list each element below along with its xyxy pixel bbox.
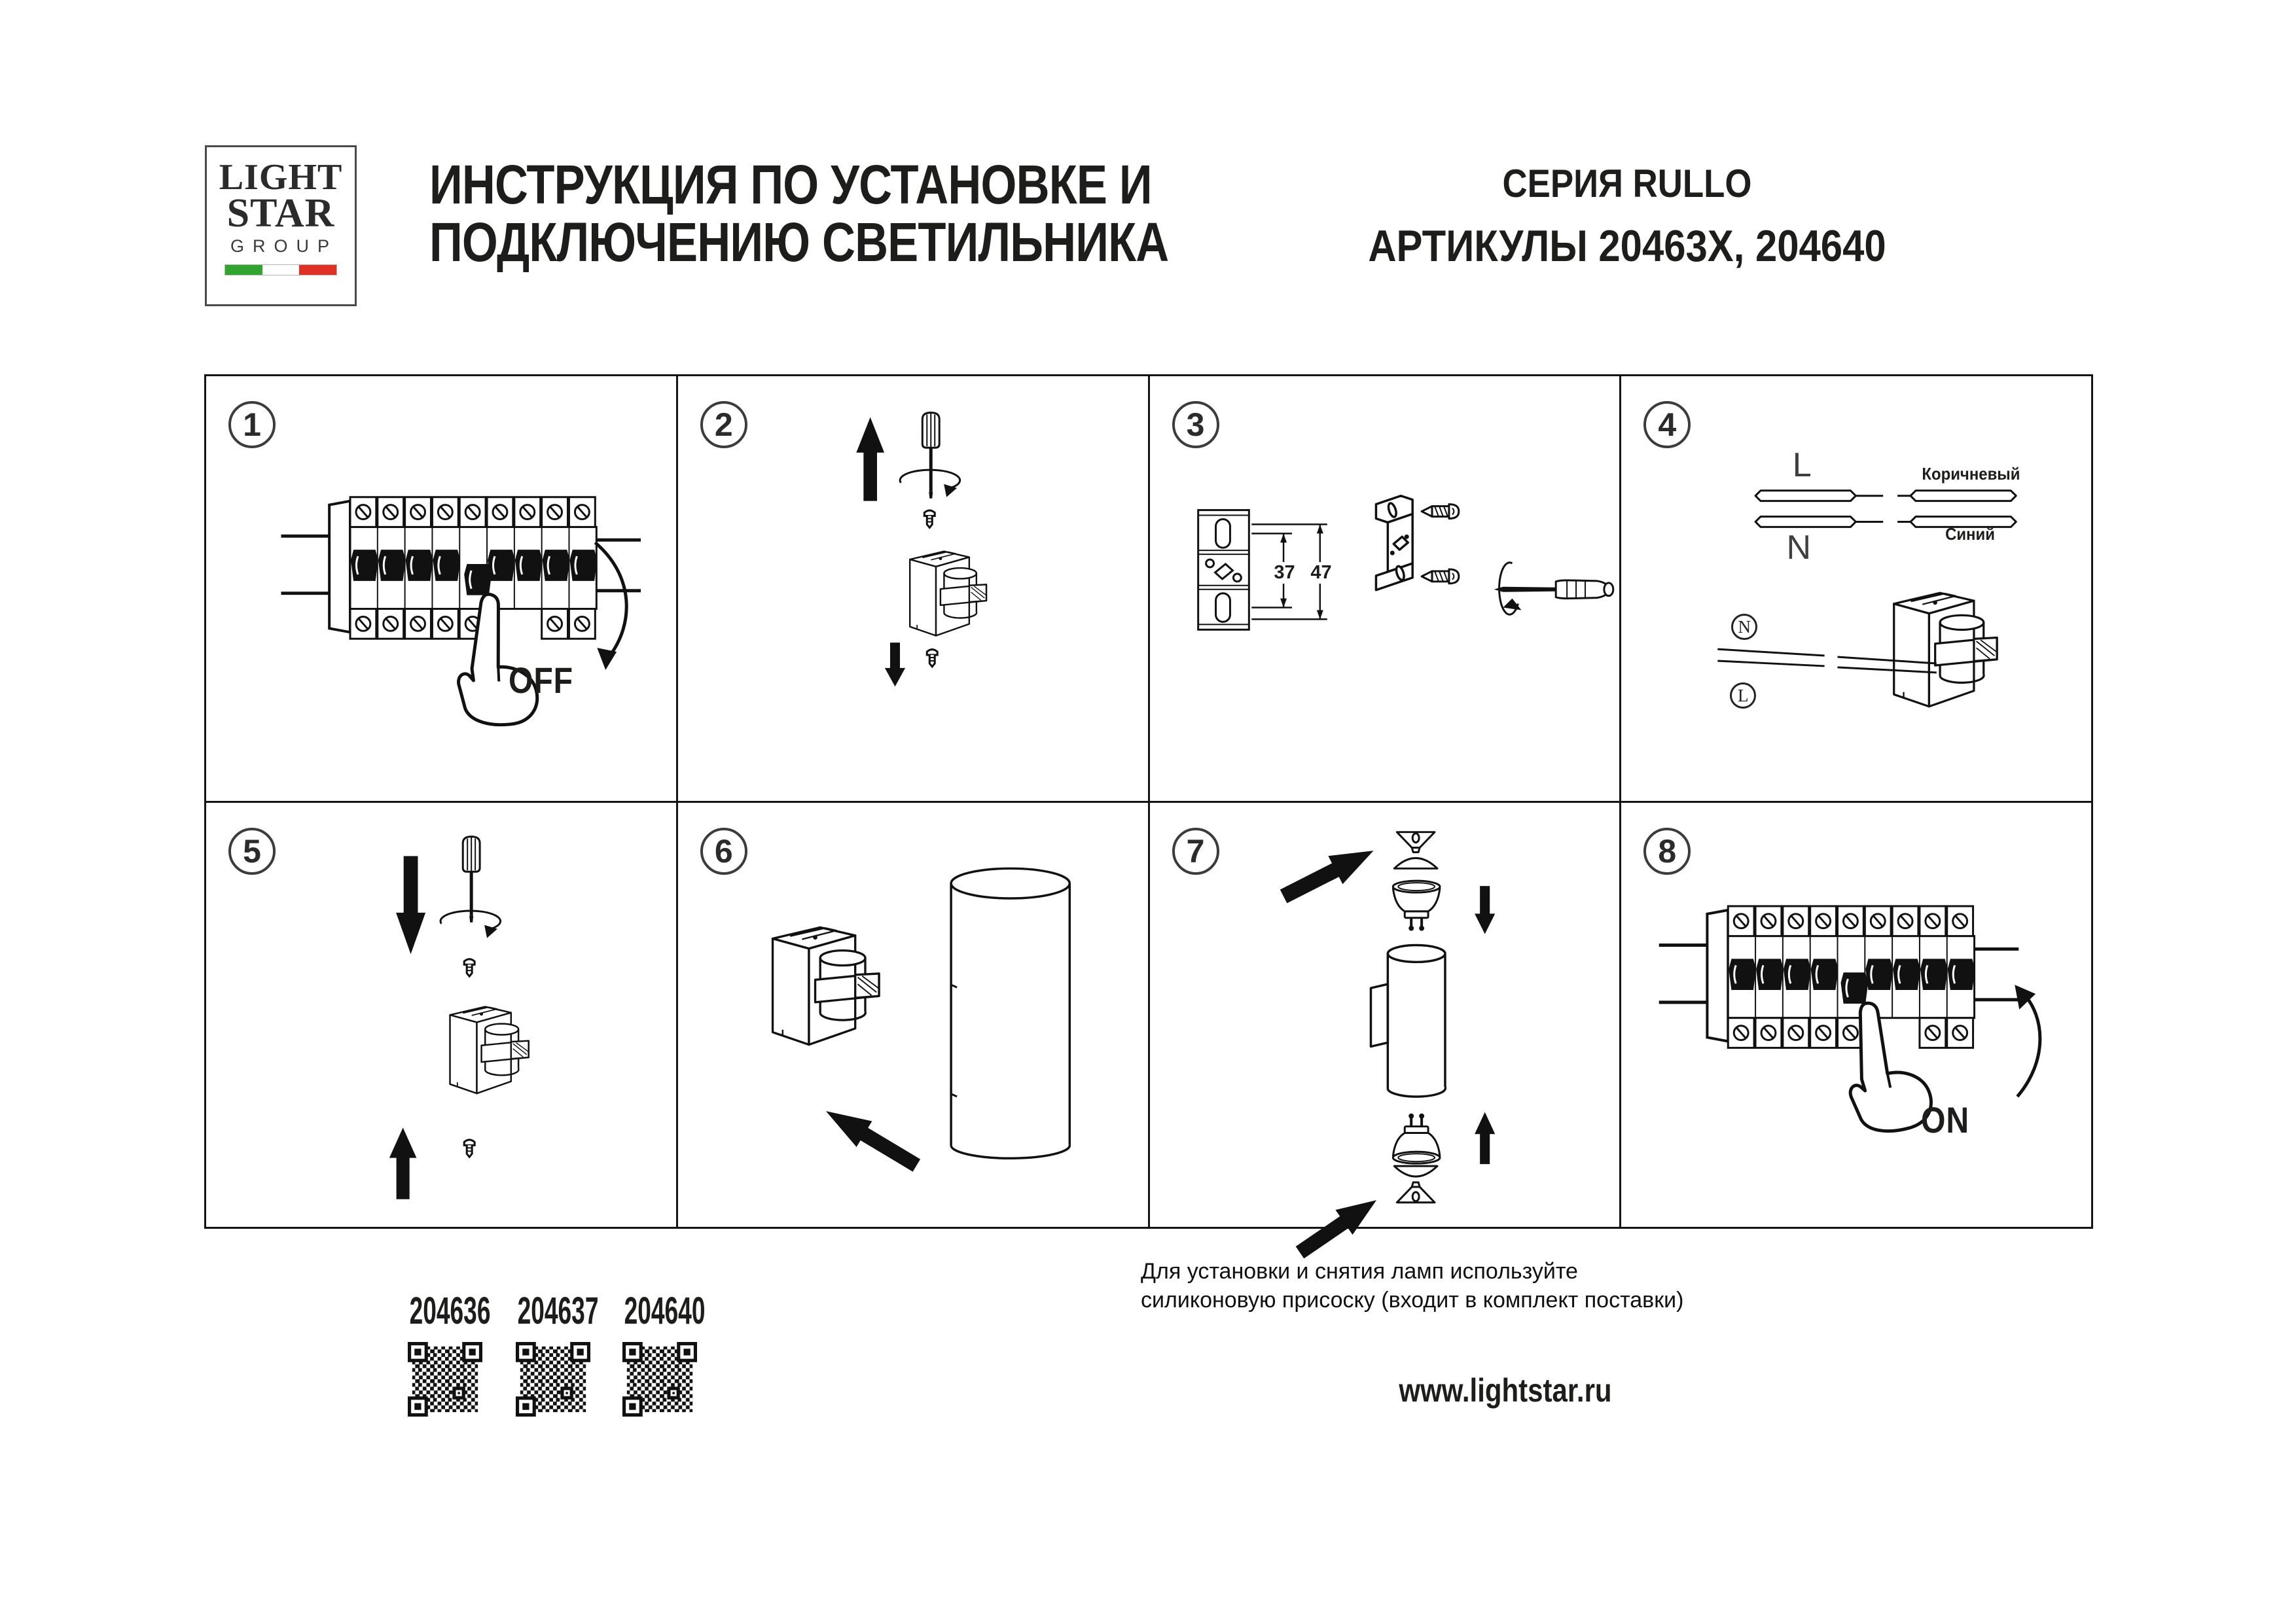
- up-arrow-icon: [1475, 1112, 1495, 1164]
- qr-code-icon: [622, 1342, 697, 1417]
- step-number-badge: 3: [1172, 401, 1219, 448]
- fixture-body-icon: [1894, 593, 1997, 707]
- brown-wire-label: Коричневый: [1922, 464, 2020, 484]
- fixture-body-icon: [450, 1006, 529, 1093]
- logo-text-light: LIGHT: [219, 157, 343, 198]
- step-panel-8: [1621, 803, 2091, 1227]
- up-arrow-icon: [856, 417, 884, 501]
- italian-flag-icon: [224, 264, 337, 275]
- step-panel-3: [1150, 376, 1620, 801]
- mount-bracket-illustration: [1150, 376, 1620, 801]
- attach-shade-illustration: [678, 803, 1148, 1227]
- down-arrow-icon: [396, 856, 425, 954]
- diagonal-arrow-icon: [818, 1098, 924, 1178]
- step-panel-6: [678, 803, 1148, 1227]
- series-title: СЕРИЯ RULLO: [1502, 162, 1752, 205]
- step-panel-2: [678, 376, 1148, 801]
- diagonal-arrow-icon: [1291, 1188, 1384, 1265]
- step-panel-4: [1621, 376, 2091, 801]
- suction-cup-icon: [1394, 1166, 1437, 1203]
- up-arrow-icon: [389, 1127, 417, 1199]
- fix-screw-illustration: [206, 803, 676, 1227]
- qr-code-icon: [408, 1342, 482, 1417]
- lightstar-logo: [205, 145, 357, 306]
- screw-icon: [1422, 569, 1459, 584]
- article-code: 204636: [409, 1290, 491, 1332]
- dimension-37: 37: [1271, 562, 1299, 584]
- article-code: 204637: [517, 1290, 599, 1332]
- screw-icon: [927, 650, 937, 667]
- steps-grid: [204, 374, 2093, 1229]
- article-qr-204636: [389, 1289, 501, 1420]
- suction-cup-icon: [1394, 832, 1437, 868]
- fixture-tube-icon: [1371, 945, 1445, 1097]
- page-title: [429, 156, 1168, 271]
- wiring-illustration: [1621, 376, 2091, 801]
- gu10-lamp-icon: [1393, 881, 1440, 930]
- series-block: [1309, 161, 1945, 272]
- logo-text-group: GROUP: [230, 236, 338, 256]
- down-arrow-icon: [885, 643, 905, 686]
- on-label: ON: [1921, 1099, 1970, 1140]
- title-line-1: ИНСТРУКЦИЯ ПО УСТАНОВКЕ И: [429, 154, 1152, 215]
- breaker-on-illustration: [1621, 803, 2091, 1227]
- step-number-badge: 6: [700, 828, 747, 875]
- lamp-note: [1141, 1257, 1683, 1315]
- fixture-body-icon: [772, 927, 878, 1044]
- step-number-badge: 1: [228, 401, 276, 448]
- breaker-off-illustration: [206, 376, 676, 801]
- remove-screw-illustration: [678, 376, 1148, 801]
- circled-neutral: N: [1731, 614, 1757, 640]
- article-qr-204637: [497, 1289, 609, 1420]
- neutral-wire-label: N: [1786, 529, 1812, 567]
- screw-icon: [1422, 504, 1459, 519]
- article-code: 204640: [624, 1290, 706, 1332]
- article-qr-204640: [604, 1289, 715, 1420]
- off-label: OFF: [509, 660, 573, 701]
- title-line-2: ПОДКЛЮЧЕНИЮ СВЕТИЛЬНИКА: [429, 211, 1169, 273]
- screw-icon: [924, 510, 935, 527]
- insert-lamps-illustration: [1150, 803, 1620, 1227]
- step-panel-7: [1150, 803, 1620, 1227]
- note-line-1: Для установки и снятия ламп используйте: [1141, 1259, 1578, 1284]
- note-line-2: силиконовую присоску (входит в комплект поставки): [1141, 1288, 1684, 1313]
- screwdriver-icon: [1494, 580, 1613, 599]
- diagonal-arrow-icon: [1276, 836, 1380, 910]
- screw-icon: [464, 1139, 475, 1156]
- screwdriver-icon: [463, 836, 480, 922]
- articles-heading: АРТИКУЛЫ 20463X, 204640: [1368, 221, 1886, 271]
- qr-code-icon: [516, 1342, 590, 1417]
- screw-icon: [464, 959, 475, 976]
- logo-text-star: STAR: [226, 191, 335, 236]
- circled-live: L: [1730, 682, 1756, 709]
- gu10-lamp-icon: [1393, 1113, 1440, 1163]
- dimension-47: 47: [1308, 562, 1335, 584]
- blue-wire-label: Синий: [1945, 524, 1996, 544]
- live-wire-label: L: [1792, 446, 1812, 484]
- screwdriver-icon: [922, 413, 939, 499]
- cylinder-shade-icon: [951, 868, 1069, 1158]
- step-panel-5: [206, 803, 676, 1227]
- step-number-badge: 4: [1643, 401, 1691, 448]
- step-panel-1: [206, 376, 676, 801]
- step-number-badge: 8: [1643, 828, 1691, 875]
- bracket-3d: [1376, 496, 1412, 590]
- step-number-badge: 2: [700, 401, 747, 448]
- step-number-badge: 7: [1172, 828, 1219, 875]
- down-arrow-icon: [1475, 886, 1495, 934]
- step-number-badge: 5: [228, 828, 276, 875]
- website-url: www.lightstar.ru: [1399, 1372, 1612, 1409]
- fixture-body-icon: [910, 552, 986, 636]
